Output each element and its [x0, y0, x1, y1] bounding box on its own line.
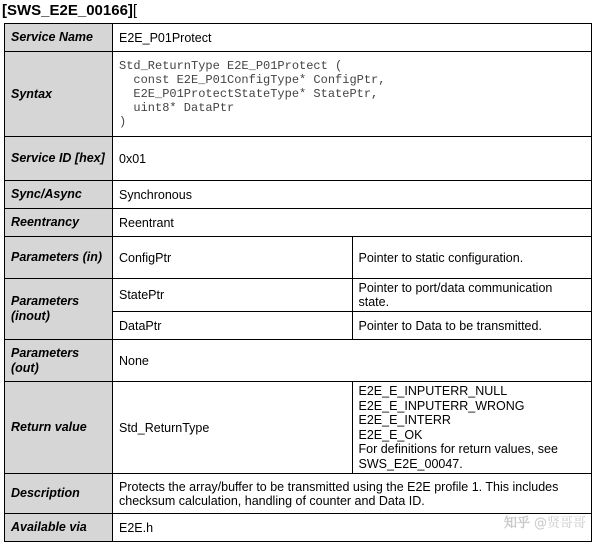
syntax-line: E2E_P01ProtectStateType* StatePtr,: [119, 87, 379, 101]
row-service-name: [5, 24, 592, 52]
label-description: Description: [5, 474, 113, 514]
row-parameters-in: [5, 237, 592, 279]
value-parameters-out: None: [113, 340, 592, 382]
return-codes-list: [352, 382, 592, 474]
row-reentrancy: [5, 209, 592, 237]
value-description: Protects the array/buffer to be transmitted using the E2E profile 1. This includes checksum calculation, handling of counter and Data ID.: [113, 474, 592, 514]
label-reentrancy: Reentrancy: [5, 209, 113, 237]
syntax-line: ): [119, 115, 127, 129]
heading-bracket: [: [132, 2, 138, 19]
service-spec-table: [4, 23, 592, 542]
param-name-stateptr: StatePtr: [113, 279, 353, 312]
watermark-handle: @贤哥哥: [533, 516, 586, 531]
requirement-id: [SWS_E2E_00166]: [2, 2, 133, 19]
label-service-id: Service ID [hex]: [5, 137, 113, 181]
row-return-value: [5, 382, 592, 474]
label-parameters-out: Parameters (out): [5, 340, 113, 382]
label-service-name: Service Name: [5, 24, 113, 52]
row-syntax: [5, 52, 592, 137]
row-sync-async: [5, 181, 592, 209]
label-sync-async: Sync/Async: [5, 181, 113, 209]
param-name-configptr: ConfigPtr: [113, 237, 353, 279]
return-code: E2E_E_INPUTERR_NULL: [358, 384, 508, 398]
syntax-line: uint8* DataPtr: [119, 101, 235, 115]
param-name-dataptr: DataPtr: [113, 312, 353, 340]
value-available-via: E2E.h: [113, 514, 592, 542]
return-code: E2E_E_INTERR: [358, 413, 451, 427]
label-parameters-in: Parameters (in): [5, 237, 113, 279]
label-syntax: Syntax: [5, 52, 113, 137]
label-parameters-inout: Parameters (inout): [5, 279, 113, 340]
return-code: E2E_E_OK: [358, 427, 423, 442]
param-desc-configptr: Pointer to static configuration.: [352, 237, 592, 279]
watermark-logo: 知乎: [503, 516, 530, 531]
param-desc-dataptr: Pointer to Data to be transmitted.: [352, 312, 592, 340]
requirement-id-heading: [2, 0, 137, 22]
label-available-via: Available via: [5, 514, 113, 542]
return-type: Std_ReturnType: [113, 382, 353, 474]
value-service-id: 0x01: [113, 137, 592, 181]
watermark: [504, 512, 586, 531]
row-parameters-inout: [5, 279, 592, 312]
value-sync-async: Synchronous: [113, 181, 592, 209]
label-return-value: Return value: [5, 382, 113, 474]
syntax-line: const E2E_P01ConfigType* ConfigPtr,: [119, 73, 386, 87]
syntax-line: Std_ReturnType E2E_P01Protect (: [119, 59, 343, 73]
row-service-id: [5, 137, 592, 181]
return-note: For definitions for return values, see SWS_E2E_00047.: [358, 442, 558, 471]
return-code: E2E_E_INPUTERR_WRONG: [358, 398, 525, 413]
value-service-name: E2E_P01Protect: [113, 24, 592, 52]
value-syntax: [113, 52, 592, 137]
row-parameters-out: [5, 340, 592, 382]
param-desc-stateptr: Pointer to port/data communication state.: [352, 279, 592, 312]
value-reentrancy: Reentrant: [113, 209, 592, 237]
row-description: [5, 474, 592, 514]
